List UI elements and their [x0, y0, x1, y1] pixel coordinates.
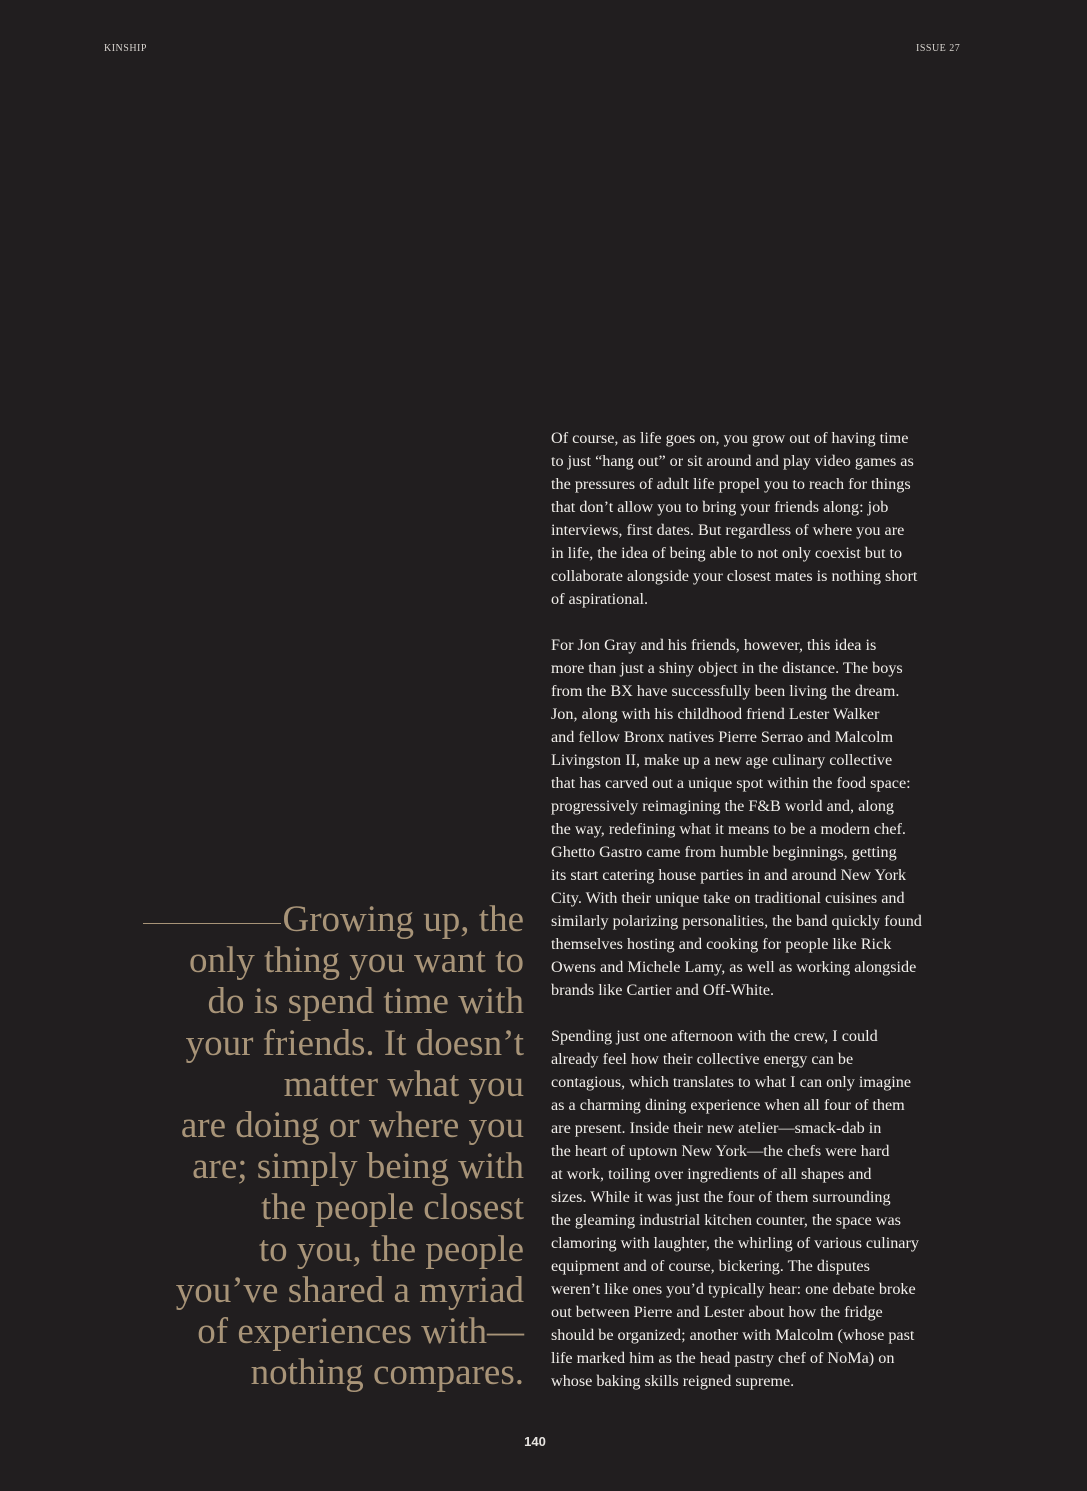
body-line: the way, redefining what it means to be a modern chef. [551, 820, 906, 838]
body-line: similarly polarizing personalities, the band quickly found [551, 912, 922, 930]
body-line: the gleaming industrial kitchen counter, the space was [551, 1211, 901, 1229]
pull-quote-line: you’ve shared a myriad [175, 1269, 524, 1311]
body-line: For Jon Gray and his friends, however, this idea is [551, 636, 877, 654]
pull-quote-line: Growing up, the [282, 899, 524, 940]
body-line: should be organized; another with Malcolm (whose past [551, 1326, 915, 1344]
pull-quote-line: nothing compares. [250, 1352, 524, 1394]
body-line: the pressures of adult life propel you to reach for things [551, 475, 911, 493]
issue-number: ISSUE 27 [916, 43, 961, 54]
body-paragraph [551, 634, 971, 1002]
pull-quote-line: only thing you want to [188, 940, 524, 982]
body-line: progressively reimagining the F&B world and, along [551, 797, 895, 815]
body-line: brands like Cartier and Off-White. [551, 981, 775, 999]
body-paragraph [551, 427, 971, 611]
body-line: life marked him as the head pastry chef of NoMa) on [551, 1349, 895, 1367]
pull-quote-line: of experiences with— [197, 1311, 524, 1353]
publication-name: KINSHIP [104, 43, 147, 54]
pull-quote-line: are; simply being with [192, 1146, 524, 1188]
body-line: equipment and of course, bickering. The disputes [551, 1257, 870, 1275]
body-line: from the BX have successfully been living the dream. [551, 682, 900, 700]
body-line: as a charming dining experience when all four of them [551, 1096, 905, 1114]
body-line: contagious, which translates to what I can only imagine [551, 1073, 912, 1091]
body-line: that has carved out a unique spot within the food space: [551, 774, 911, 792]
pull-quote-line: matter what you [283, 1063, 524, 1105]
body-line: sizes. While it was just the four of them surrounding [551, 1188, 891, 1206]
body-line: its start catering house parties in and around New York [551, 866, 907, 884]
body-line: Owens and Michele Lamy, as well as working alongside [551, 958, 917, 976]
body-line: and fellow Bronx natives Pierre Serrao and Malcolm [551, 728, 894, 746]
body-line: whose baking skills reigned supreme. [551, 1372, 795, 1390]
body-line: out between Pierre and Lester about how the fridge [551, 1303, 883, 1321]
body-line: Of course, as life goes on, you grow out of having time [551, 429, 909, 447]
body-line: more than just a shiny object in the distance. The boys [551, 659, 903, 677]
pull-quote [104, 899, 524, 1393]
body-line: that don’t allow you to bring your friends along: job [551, 498, 889, 516]
body-line: are present. Inside their new atelier—smack-dab in [551, 1119, 882, 1137]
pull-quote-line: are doing or where you [180, 1105, 524, 1147]
body-line: interviews, first dates. But regardless of where you are [551, 521, 905, 539]
body-line: Spending just one afternoon with the crew, I could [551, 1027, 878, 1045]
pull-quote-line: the people closest [260, 1187, 524, 1229]
body-line: Jon, along with his childhood friend Lester Walker [551, 705, 880, 723]
body-paragraph [551, 1025, 971, 1393]
pull-quote-line: to you, the people [258, 1228, 524, 1270]
body-line: themselves hosting and cooking for people like Rick [551, 935, 892, 953]
pull-quote-line: do is spend time with [207, 981, 524, 1023]
body-line: collaborate alongside your closest mates is nothing short [551, 567, 918, 585]
body-line: to just “hang out” or sit around and play video games as [551, 452, 914, 470]
page-number: 140 [524, 1434, 546, 1449]
body-line: at work, toiling over ingredients of all shapes and [551, 1165, 872, 1183]
body-line: Livingston II, make up a new age culinary collective [551, 751, 893, 769]
body-line: Ghetto Gastro came from humble beginnings, getting [551, 843, 897, 861]
pull-quote-rule [143, 923, 281, 924]
body-line: weren’t like ones you’d typically hear: one debate broke [551, 1280, 916, 1298]
body-line: the heart of uptown New York—the chefs were hard [551, 1142, 890, 1160]
body-line: already feel how their collective energy can be [551, 1050, 854, 1068]
body-line: clamoring with laughter, the whirling of various culinary [551, 1234, 919, 1252]
pull-quote-line: your friends. It doesn’t [185, 1022, 524, 1064]
body-line: of aspirational. [551, 590, 649, 608]
body-line: in life, the idea of being able to not only coexist but to [551, 544, 903, 562]
body-line: City. With their unique take on traditional cuisines and [551, 889, 905, 907]
article-body [551, 427, 971, 1416]
